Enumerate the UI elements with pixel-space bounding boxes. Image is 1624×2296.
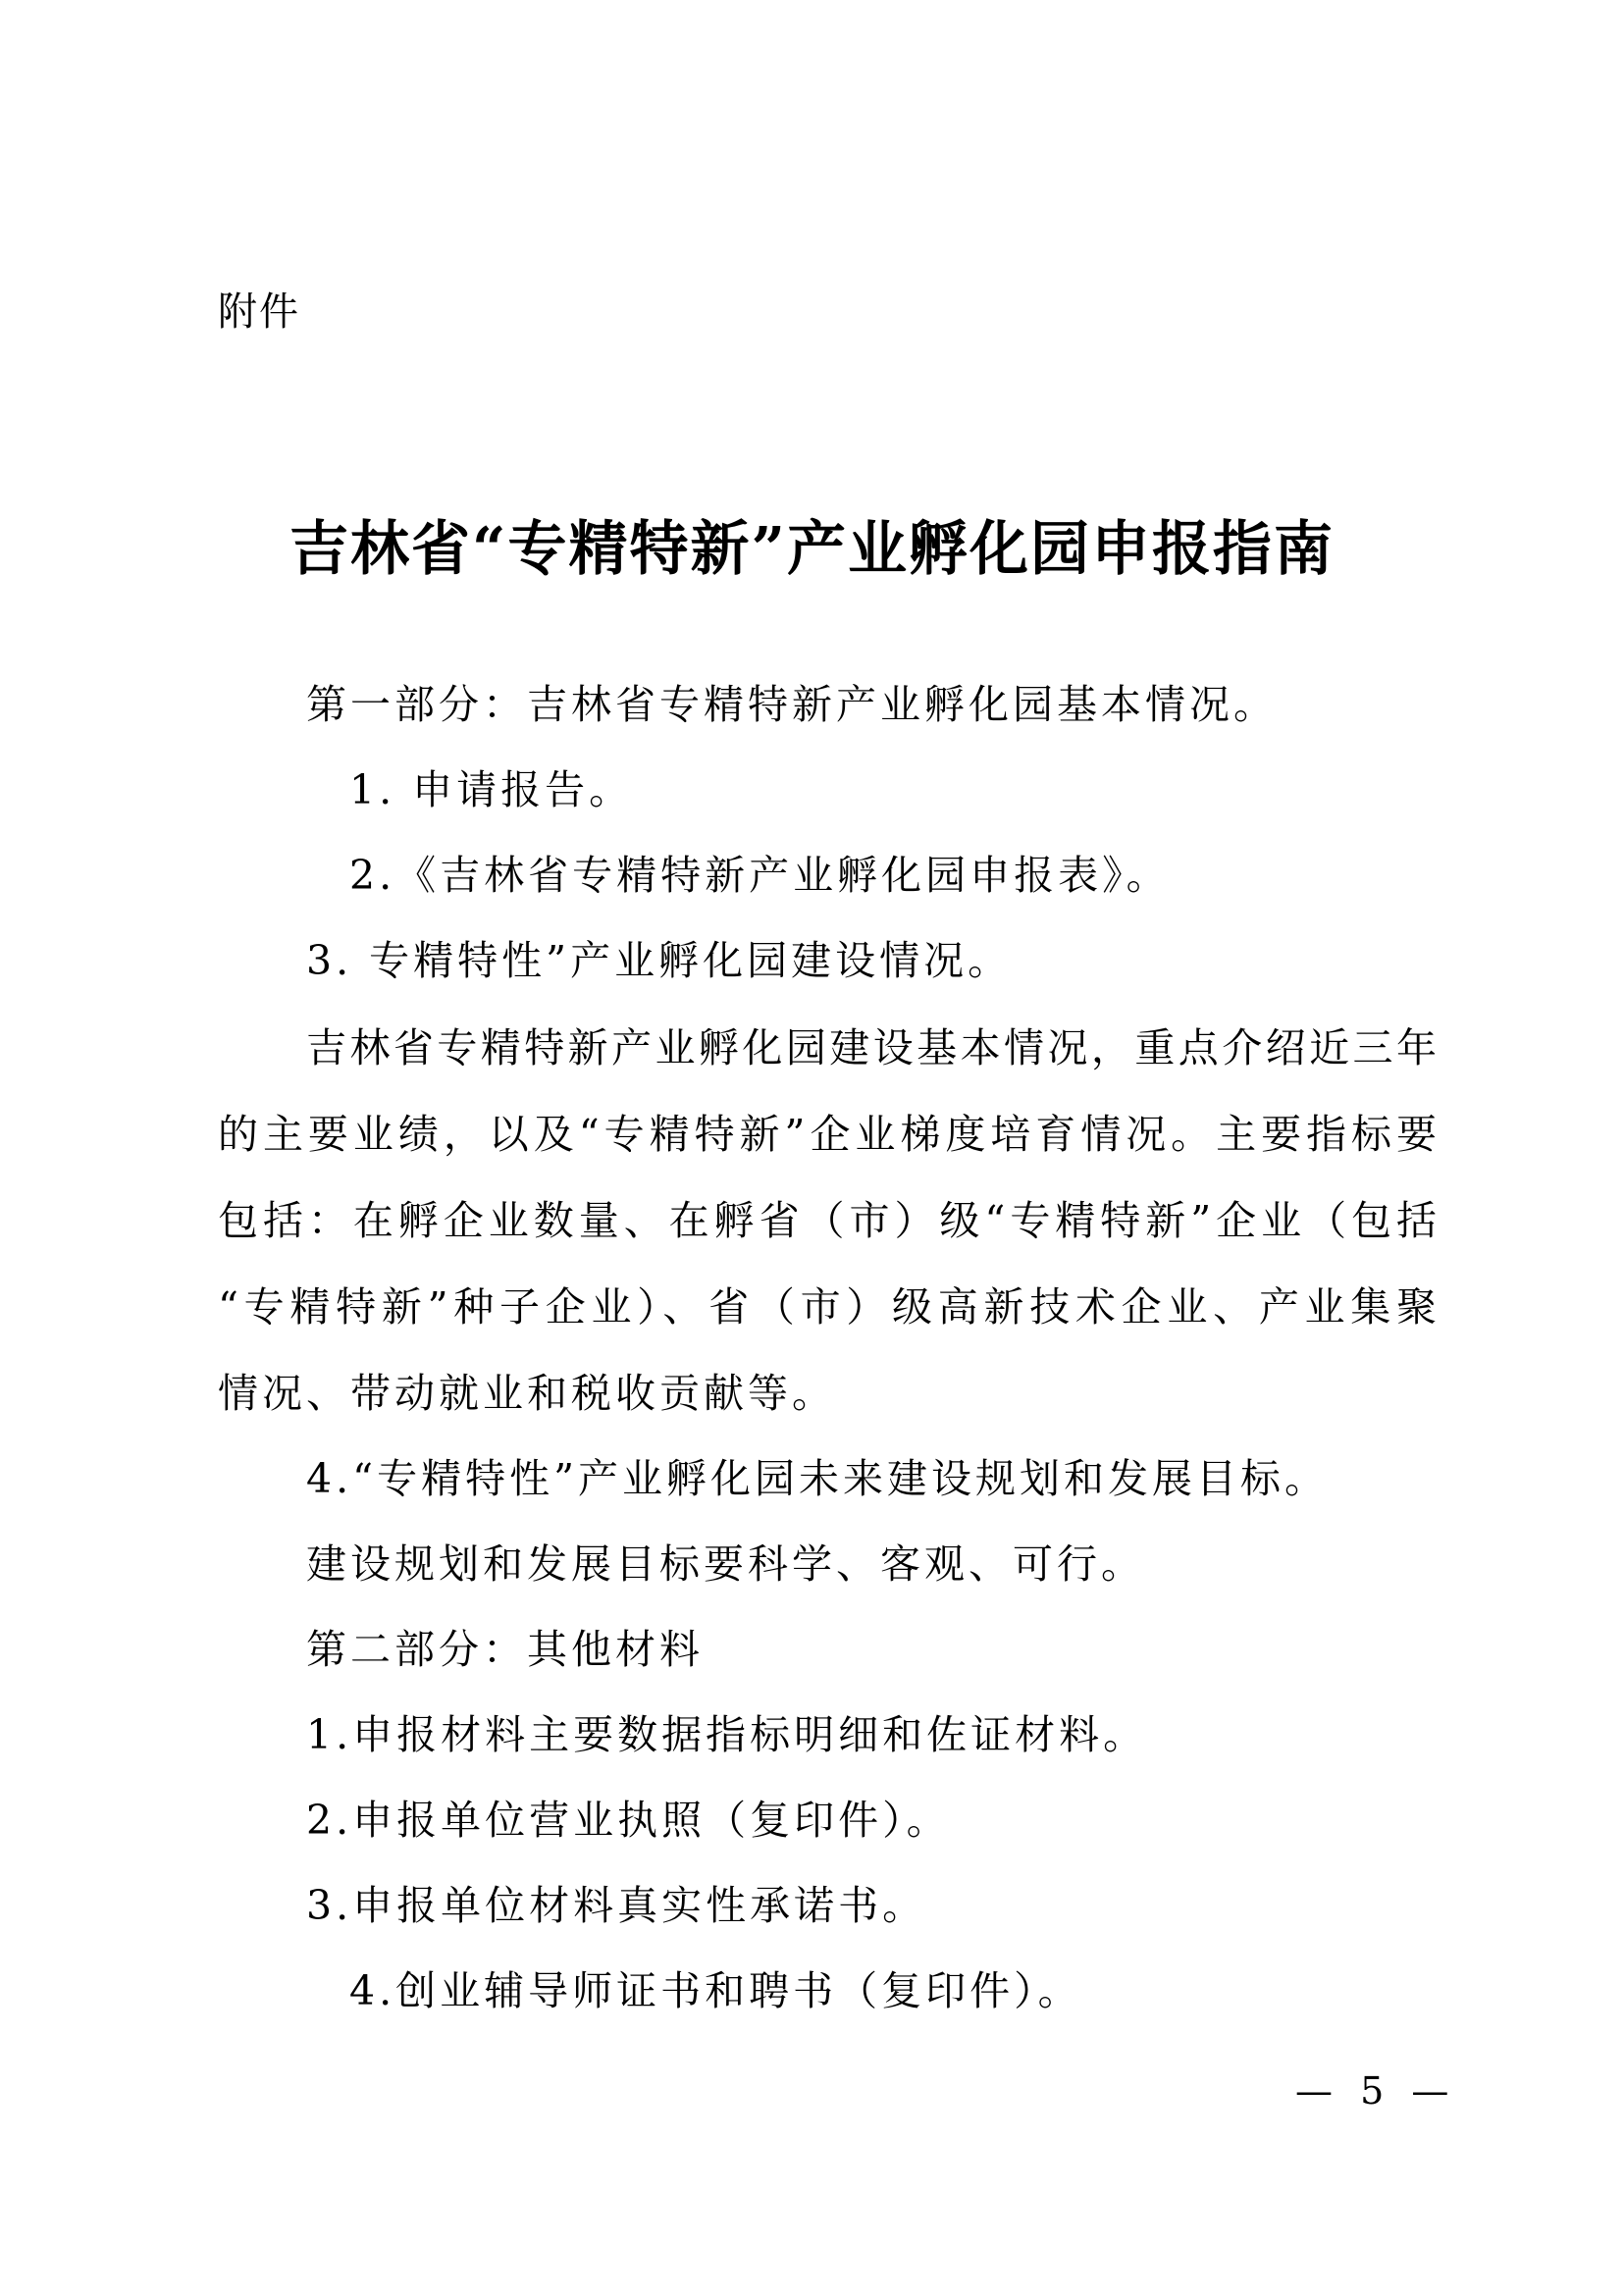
paragraph-line: 包括：在孵企业数量、在孵省（市）级“专精特新”企业（包括 <box>218 1197 1437 1244</box>
part1-item-3: 3. 专精特性”产业孵化园建设情况。 <box>306 937 1013 984</box>
attachment-label: 附件 <box>218 289 300 335</box>
page-number: — 5 — <box>1295 2069 1457 2113</box>
part1-item-4: 4.“专精特性”产业孵化园未来建设规划和发展目标。 <box>306 1455 1330 1502</box>
document-title: 吉林省“专精特新”产业孵化园申报指南 <box>288 515 1336 584</box>
part1-item-1: 1. 申请报告。 <box>349 766 634 813</box>
part2-item-1: 1.申报材料主要数据指标明细和佐证材料。 <box>306 1711 1148 1758</box>
part2-heading: 第二部分：其他材料 <box>306 1626 704 1673</box>
part2-item-2: 2.申报单位营业执照（复印件）。 <box>306 1797 951 1844</box>
paragraph-line: 的主要业绩，以及“专精特新”企业梯度培育情况。主要指标要 <box>218 1111 1437 1158</box>
part1-item-4-body: 建设规划和发展目标要科学、客观、可行。 <box>306 1540 1145 1588</box>
part2-item-4: 4.创业辅导师证书和聘书（复印件）。 <box>349 1967 1082 2014</box>
paragraph-line: 情况、带动就业和税收贡献等。 <box>218 1370 836 1417</box>
part1-heading: 第一部分：吉林省专精特新产业孵化园基本情况。 <box>306 681 1278 728</box>
paragraph-line: 吉林省专精特新产业孵化园建设基本情况，重点介绍近三年 <box>306 1024 1437 1071</box>
part1-item-2: 2.《吉林省专精特新产业孵化园申报表》。 <box>349 852 1171 899</box>
part2-item-3: 3.申报单位材料真实性承诺书。 <box>306 1882 927 1929</box>
paragraph-line: “专精特新”种子企业）、省（市）级高新技术企业、产业集聚 <box>218 1283 1437 1331</box>
